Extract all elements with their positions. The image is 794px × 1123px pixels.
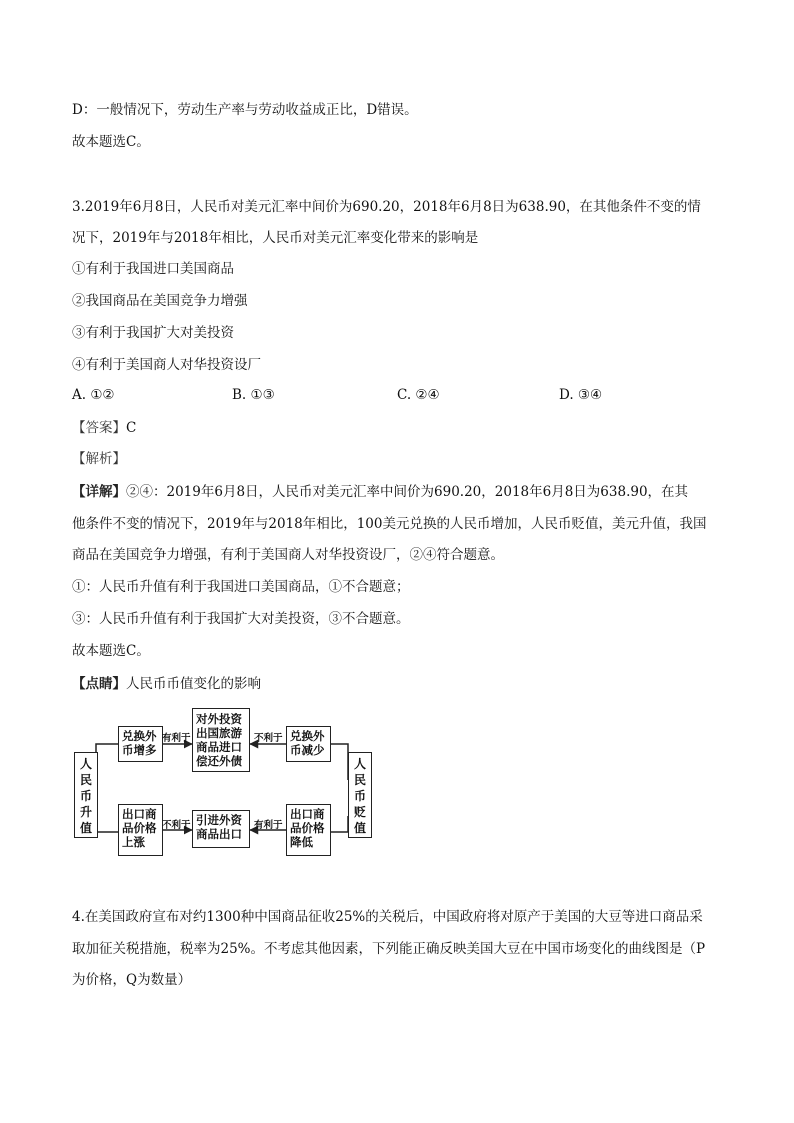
prev-option-d-explanation: D：一般情况下，劳动生产率与劳动收益成正比，D错误。 xyxy=(72,102,418,118)
q3-detail-line-5: ③：人民币升值有利于我国扩大对美投资，③不合题意。 xyxy=(72,611,410,627)
box-inbound-activities: 引进外资 商品出口 xyxy=(192,810,250,848)
q3-item-1: ①有利于我国进口美国商品 xyxy=(72,261,234,277)
q3-conclusion: 故本题选C。 xyxy=(72,643,150,659)
rmb-depreciation-label: 人 民 币 贬 值 xyxy=(348,752,372,838)
box-outbound-activities: 对外投资 出国旅游 商品进口 偿还外债 xyxy=(192,708,250,772)
q3-analysis-tag-line xyxy=(72,449,724,469)
label-favorable-top: 有利于 xyxy=(162,733,191,744)
detail-text-1: ②④：2019年6月8日，人民币对美元汇率中间价为690.20，2018年6月8日为638.90，在其 xyxy=(126,484,689,500)
answer-tag: 【答案】 xyxy=(72,420,126,436)
q3-detail-line-2: 他条件不变的情况下，2019年与2018年相比，100美元兑换的人民币增加，人民币贬值，美元升值，我国 xyxy=(72,516,707,532)
q3-item-2: ②我国商品在美国竞争力增强 xyxy=(72,293,248,309)
q3-option-a: A. ①② xyxy=(72,387,115,403)
tip-tag: 【点睛】 xyxy=(72,676,126,692)
box-forex-increase: 兑换外 币增多 xyxy=(118,726,163,762)
left-bracket-top xyxy=(96,744,118,780)
q4-stem-line-2: 取加征关税措施，税率为25%。不考虑其他因素，下列能正确反映美国大豆在中国市场变化的曲线图是（P xyxy=(72,941,706,957)
tip-text: 人民币币值变化的影响 xyxy=(126,676,261,692)
box-export-price-fall: 出口商 品价格 降低 xyxy=(286,804,331,856)
label-favorable-bottom: 有利于 xyxy=(254,820,283,831)
label-unfavorable-bottom: 不利于 xyxy=(162,820,191,831)
q3-item-4: ④有利于美国商人对华投资设厂 xyxy=(72,357,261,373)
prev-conclusion: 故本题选C。 xyxy=(72,134,150,150)
box-forex-decrease: 兑换外 币减少 xyxy=(286,726,331,762)
q3-answer-line xyxy=(72,418,724,438)
answer-value: C xyxy=(126,420,137,436)
box-export-price-rise: 出口商 品价格 上涨 xyxy=(118,804,163,856)
q3-item-3: ③有利于我国扩大对美投资 xyxy=(72,325,234,341)
q3-detail-line-1 xyxy=(72,482,724,502)
label-unfavorable-top: 不利于 xyxy=(254,733,283,744)
q3-option-d: D. ③④ xyxy=(559,387,603,403)
q3-option-c: C. ②④ xyxy=(397,387,440,403)
analysis-tag: 【解析】 xyxy=(72,451,126,467)
q3-stem-line-2: 况下，2019年与2018年相比，人民币对美元汇率变化带来的影响是 xyxy=(72,230,479,246)
q3-detail-line-4: ①：人民币升值有利于我国进口美国商品，①不合题意； xyxy=(72,579,410,595)
q3-detail-line-3: 商品在美国竞争力增强，有利于美国商人对华投资设厂，②④符合题意。 xyxy=(72,547,504,563)
q4-stem-line-1: 4.在美国政府宣布对约1300种中国商品征收25%的关税后，中国政府将对原产于美国的大豆等进口商品采 xyxy=(72,909,703,925)
detail-tag: 【详解】 xyxy=(72,484,126,500)
q3-stem-line-1: 3.2019年6月8日，人民币对美元汇率中间价为690.20，2018年6月8日为638.90，在其他条件不变的情 xyxy=(72,199,701,215)
rmb-appreciation-label: 人 民 币 升 值 xyxy=(74,752,98,838)
q3-options xyxy=(72,387,732,407)
q3-option-b: B. ①③ xyxy=(232,387,275,403)
left-bracket-bottom xyxy=(96,816,118,832)
q3-tip-line xyxy=(72,674,724,694)
rmb-value-diagram xyxy=(72,704,372,864)
q4-stem-line-3: 为价格，Q为数量） xyxy=(72,972,192,988)
